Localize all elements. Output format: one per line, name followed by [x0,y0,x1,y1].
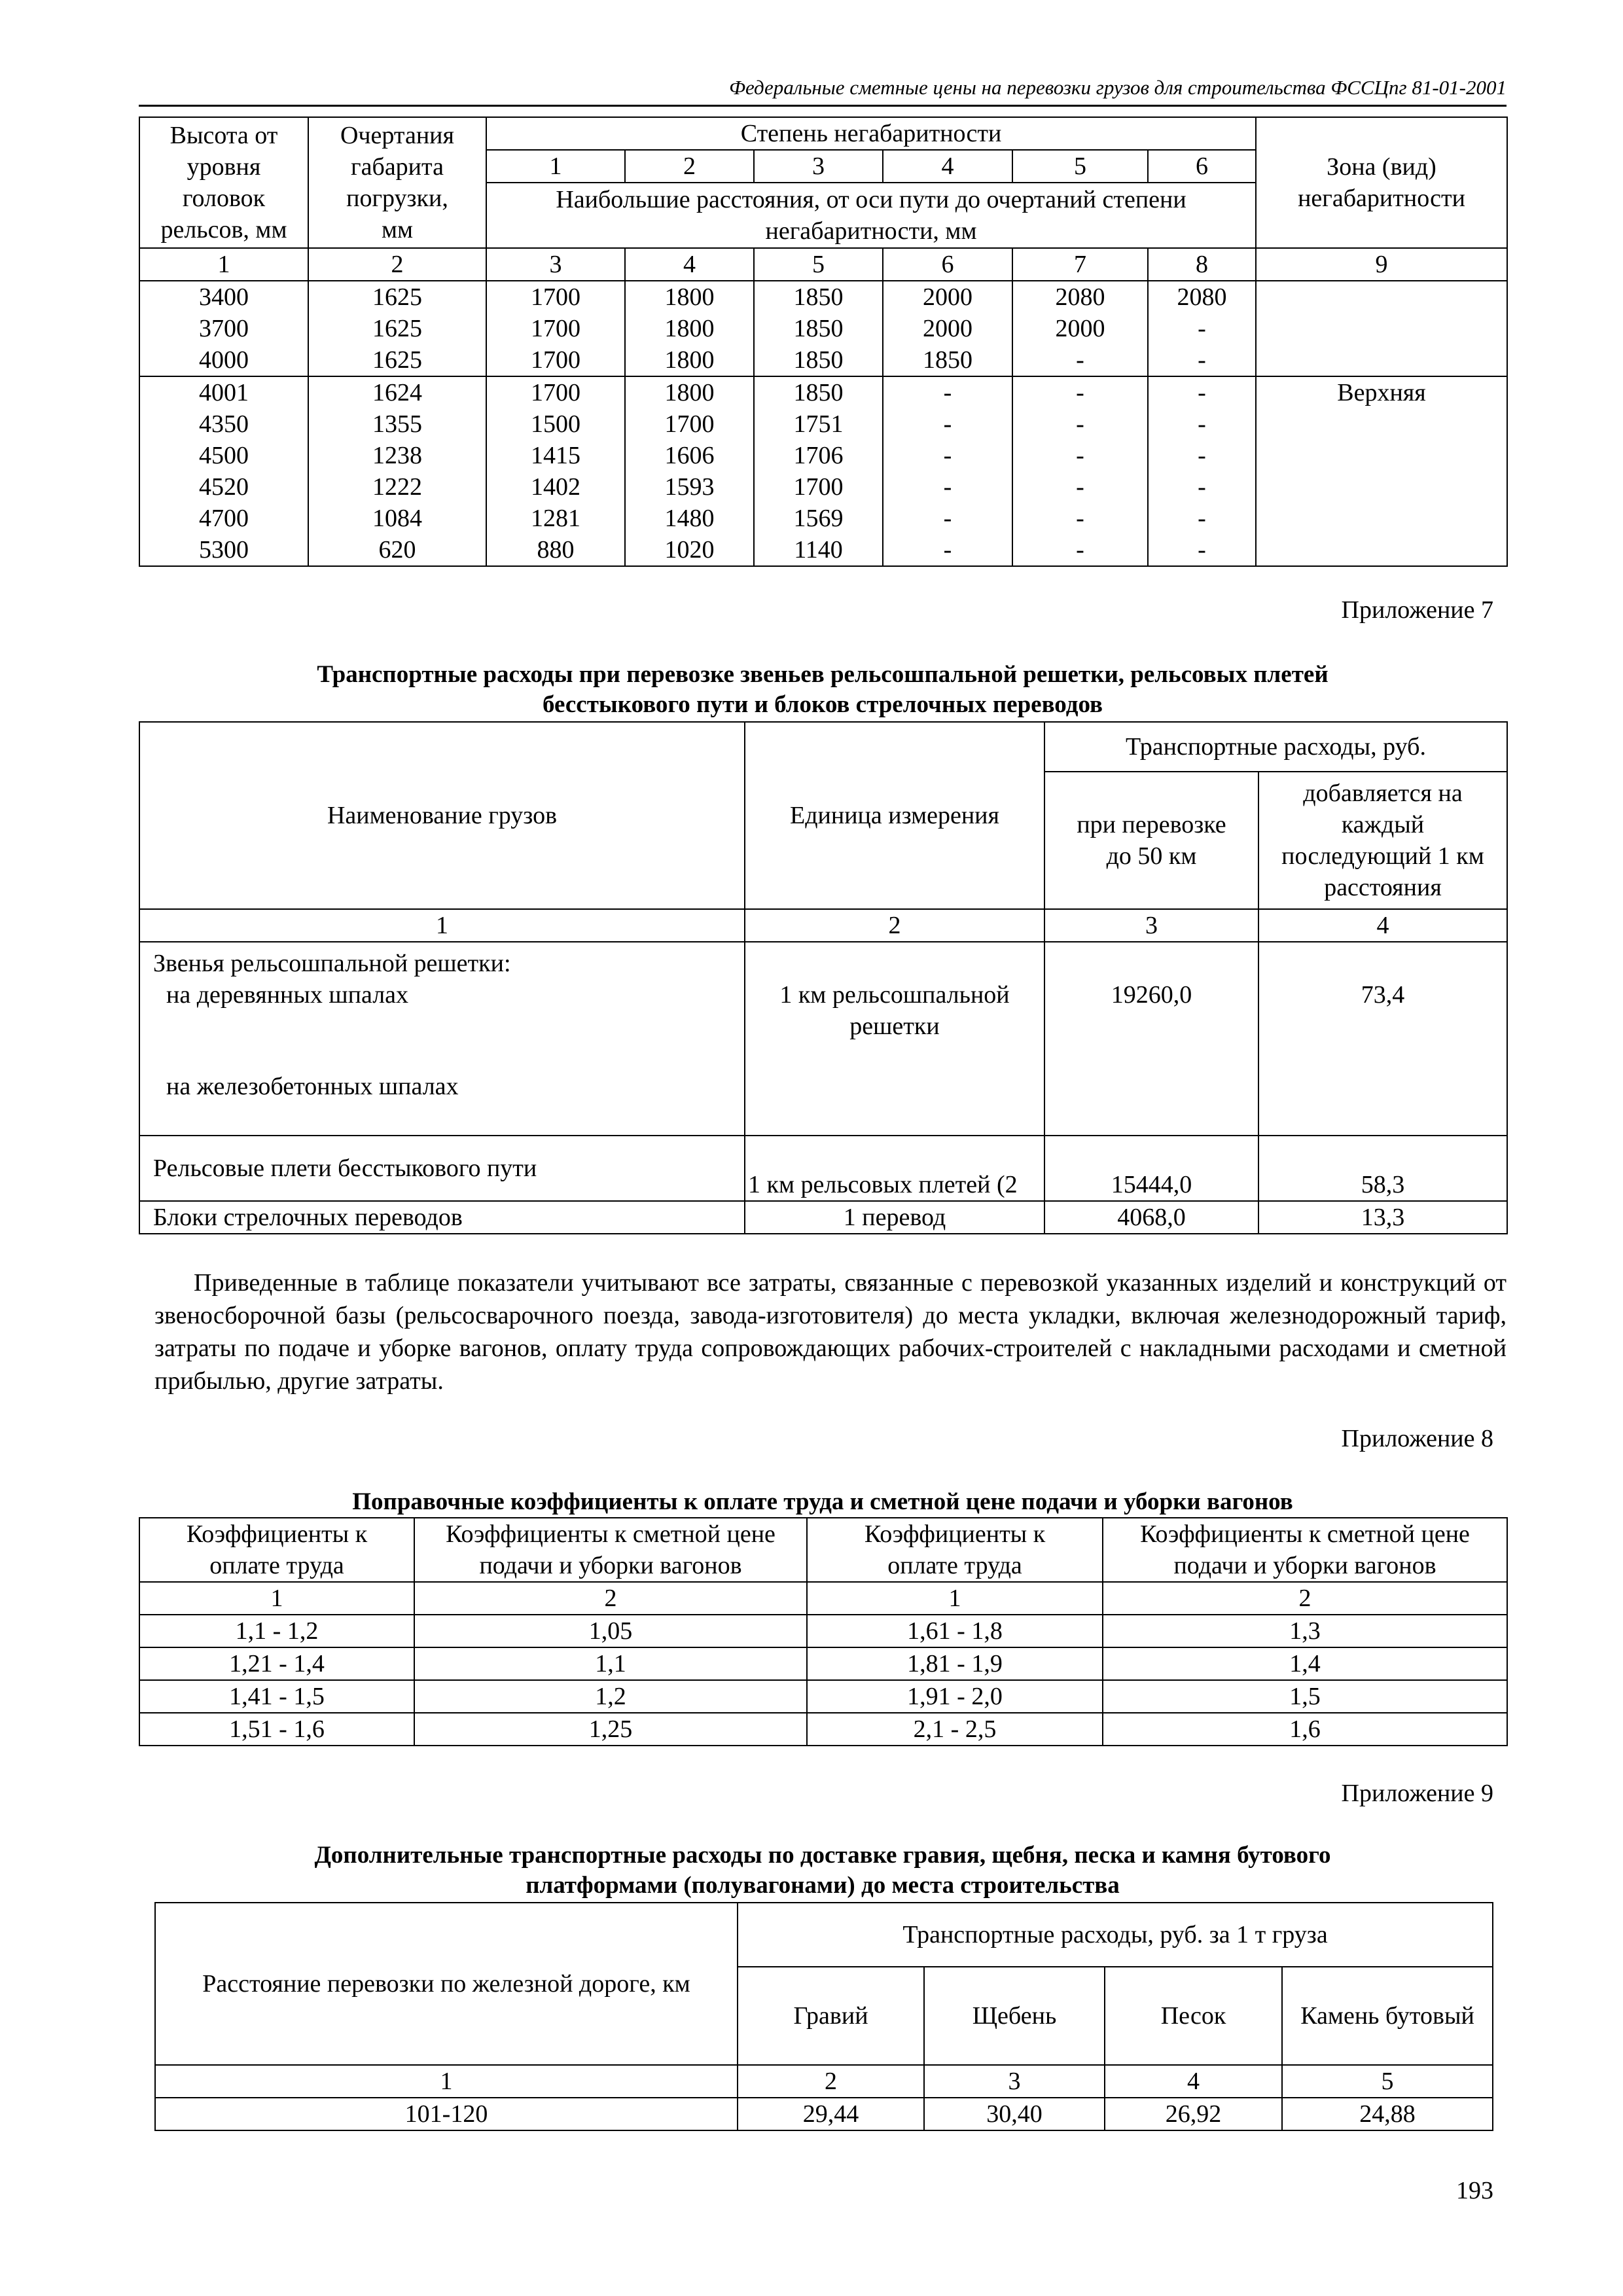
table-cell: 1593 [625,471,754,503]
table-cell: - [883,534,1012,566]
additional-transport-costs-table [154,1902,1493,2131]
row-cost: 15444,0 [1044,1136,1258,1201]
appendix-7-title: Транспортные расходы при перевозке звеньев рельсошпальной решетки, рельсовых плетей бесстыкового пути и блоков стрелочных переводов [317,661,1329,718]
table-cell: 1700 [486,376,625,408]
col-number: 1 [807,1582,1103,1615]
table-cell: 4350 [139,408,308,440]
row-unit: 1 км рельсовых плетей (2 [745,1136,1044,1201]
table-cell: 1625 [308,281,486,313]
table-cell: 620 [308,534,486,566]
table-cell: 2000 [1012,313,1148,344]
col-number: 4 [625,248,754,281]
transport-costs-header: Транспортные расходы, руб. [1044,722,1507,772]
appendix-9-title: Дополнительные транспортные расходы по доставке гравия, щебня, песка и камня бутового платформами (полувагонами) до места строительства [314,1842,1331,1899]
material-header: Гравий [738,1967,924,2065]
table-cell: - [1148,376,1256,408]
table-cell: - [883,503,1012,534]
table-cell: 1,3 [1103,1615,1507,1647]
table-cell: - [883,408,1012,440]
distance-subheader: Наибольшие расстояния, от оси пути до очертаний степени негабаритности, мм [486,183,1256,248]
table-row [139,376,1507,408]
table-cell: - [1148,313,1256,344]
table-row [139,1615,1507,1647]
table-row [139,281,1507,313]
coef-header: Коэффициенты к оплате труда [807,1518,1103,1582]
coef-header: Коэффициенты к сметной цене подачи и уборки вагонов [1103,1518,1507,1582]
coef-header: Коэффициенты к оплате труда [139,1518,414,1582]
material-header: Щебень [924,1967,1105,2065]
col-number: 7 [1012,248,1148,281]
col-number: 2 [745,909,1044,942]
table-cell: - [1012,440,1148,471]
col-number: 2 [414,1582,807,1615]
table-cell: 30,40 [924,2098,1105,2130]
zone-header: Зона (вид) негабаритности [1256,117,1507,248]
table-cell: 1625 [308,313,486,344]
table-cell: 1281 [486,503,625,534]
table-cell: 1850 [754,281,883,313]
table-cell: 4700 [139,503,308,534]
table-cell: 1569 [754,503,883,534]
table-cell: 101-120 [155,2098,738,2130]
col-number: 5 [1282,2065,1493,2098]
col-height-header: Высота от уровня головок рельсов, мм [139,117,308,248]
appendix-9-label: Приложение 9 [1341,1780,1493,1807]
appendix-8-title: Поправочные коэффициенты к оплате труда и сметной цене подачи и уборки вагонов [352,1488,1293,1515]
table-cell: 1706 [754,440,883,471]
col-number: 1 [139,1582,414,1615]
per-km-header: добавляется на каждый последующий 1 км расстояния [1258,772,1507,909]
table-cell: - [1148,344,1256,376]
col-number: 2 [738,2065,924,2098]
col-number: 1 [139,909,745,942]
paragraph-text: Приведенные в таблице показатели учитывают все затраты, связанные с перевозкой указанных изделий и конструкций от звеносборочной базы (рельсосварочного поезда, завода-изготовителя) до места укладки, включая железнодорожный тариф, затраты по подаче и уборке вагонов, оплату труда сопровождающих рабочих-строителей с накладными расходами и сметной прибылью, другие затраты. [154,1269,1507,1395]
row-add: 73,4 [1258,942,1507,1136]
table-cell: 2000 [883,281,1012,313]
running-header: Федеральные сметные цены на перевозки грузов для строительства ФССЦпг 81-01-2001 [139,71,1507,107]
table-cell: 1850 [754,376,883,408]
table-cell: 3700 [139,313,308,344]
table-cell: - [883,376,1012,408]
table-cell: 4001 [139,376,308,408]
col-number: 8 [1148,248,1256,281]
distance-header: Расстояние перевозки по железной дороге, км [155,1903,738,2065]
table-cell: 1,51 - 1,6 [139,1713,414,1746]
table-cell: 1,1 [414,1647,807,1680]
table-cell: 1402 [486,471,625,503]
col-number: 5 [754,248,883,281]
table-row [155,2098,1493,2130]
table-cell: 1238 [308,440,486,471]
col-number: 6 [883,248,1012,281]
table-cell: 1850 [754,344,883,376]
table-cell: 1700 [486,344,625,376]
table-cell: 1,25 [414,1713,807,1746]
table-cell: 1,2 [414,1680,807,1713]
table-cell: 2000 [883,313,1012,344]
page-number: 193 [1456,2177,1493,2204]
correction-coefficients-table [139,1517,1508,1746]
col-number: 9 [1256,248,1507,281]
table-cell: - [1012,471,1148,503]
unit-header: Единица измерения [745,722,1044,909]
zone-cell-empty [1256,281,1507,376]
table-cell: 1500 [486,408,625,440]
table-cell: 1850 [883,344,1012,376]
table-cell: 1700 [625,408,754,440]
table-cell: 1800 [625,376,754,408]
table-cell: 1,6 [1103,1713,1507,1746]
col-outline-header: Очертания габарита погрузки, мм [308,117,486,248]
row-add: 13,3 [1258,1201,1507,1234]
zone-value: Верхняя [1256,376,1507,566]
degree-number: 2 [625,150,754,183]
table-cell: 26,92 [1105,2098,1282,2130]
table-cell: 4500 [139,440,308,471]
table-cell: 1,4 [1103,1647,1507,1680]
row-add: 58,3 [1258,1136,1507,1201]
table-cell: - [1012,534,1148,566]
col-number: 1 [139,248,308,281]
col-number: 3 [1044,909,1258,942]
table-cell: - [1148,408,1256,440]
table-cell: 1850 [754,313,883,344]
degree-number: 1 [486,150,625,183]
table-row [139,1680,1507,1713]
table-cell: 1084 [308,503,486,534]
table-cell: 5300 [139,534,308,566]
table-cell: 1800 [625,313,754,344]
table-cell: 1480 [625,503,754,534]
coef-header: Коэффициенты к сметной цене подачи и уборки вагонов [414,1518,807,1582]
table-cell: 4520 [139,471,308,503]
row-sub-wooden: на деревянных шпалах [166,981,409,1009]
table-cell: - [1148,534,1256,566]
table-cell: 2080 [1148,281,1256,313]
degree-group-header: Степень негабаритности [486,117,1256,150]
col-number: 4 [1105,2065,1282,2098]
table-cell: 1606 [625,440,754,471]
table-cell: - [1012,376,1148,408]
costs-header: Транспортные расходы, руб. за 1 т груза [738,1903,1493,1967]
table-cell: 1700 [486,313,625,344]
table-cell: 1222 [308,471,486,503]
row-unit: 1 км рельсошпальной решетки [745,942,1044,1136]
appendix-8-label: Приложение 8 [1341,1425,1493,1452]
row-unit: 1 перевод [745,1201,1044,1234]
table-cell: 1624 [308,376,486,408]
table-row-rail-strings: Рельсовые плети бесстыкового пути [139,1136,745,1201]
table-cell: - [883,471,1012,503]
col-number: 4 [1258,909,1507,942]
table-cell: 1,1 - 1,2 [139,1615,414,1647]
table-cell: 4000 [139,344,308,376]
table-cell: 1415 [486,440,625,471]
table-cell: - [1148,503,1256,534]
table-cell: 1,41 - 1,5 [139,1680,414,1713]
col-number: 3 [486,248,625,281]
col-number: 3 [924,2065,1105,2098]
table-cell: - [1148,440,1256,471]
table-row [139,1713,1507,1746]
table-cell: 1020 [625,534,754,566]
row-cost: 19260,0 [1044,942,1258,1136]
table-cell: - [1148,471,1256,503]
appendix-7-label: Приложение 7 [1341,596,1493,624]
table-cell: 1355 [308,408,486,440]
table-cell: 2080 [1012,281,1148,313]
col-number: 1 [155,2065,738,2098]
table-cell: - [1012,344,1148,376]
degree-number: 5 [1012,150,1148,183]
table-cell: 1800 [625,344,754,376]
degree-number: 6 [1148,150,1256,183]
table-cell: 1,05 [414,1615,807,1647]
degree-number: 4 [883,150,1012,183]
table-cell: 1800 [625,281,754,313]
table-row-switch-blocks: Блоки стрелочных переводов [139,1201,745,1234]
table-cell: 1,21 - 1,4 [139,1647,414,1680]
table-cell: 1,61 - 1,8 [807,1615,1103,1647]
table-row [139,1647,1507,1680]
cargo-name-header: Наименование грузов [139,722,745,909]
clearance-table [139,117,1508,567]
table-cell: 3400 [139,281,308,313]
degree-number: 3 [754,150,883,183]
table-cell: 1,81 - 1,9 [807,1647,1103,1680]
table-cell: 880 [486,534,625,566]
table-cell: 29,44 [738,2098,924,2130]
material-header: Камень бутовый [1282,1967,1493,2065]
explanatory-paragraph [154,1266,1507,1397]
upto-50km-header: при перевозке до 50 км [1044,772,1258,909]
table-cell: 1700 [486,281,625,313]
table-cell: 1751 [754,408,883,440]
row-sub-concrete: на железобетонных шпалах [166,1073,459,1100]
table-cell: 1,91 - 2,0 [807,1680,1103,1713]
table-cell: - [1012,408,1148,440]
table-cell: 1700 [754,471,883,503]
table-cell: - [1012,503,1148,534]
transport-costs-table [139,721,1508,1234]
row-name: Звенья рельсошпальной решетки: [153,950,511,977]
table-row-rail-panels [139,942,745,1136]
row-cost: 4068,0 [1044,1201,1258,1234]
col-number: 2 [1103,1582,1507,1615]
table-cell: - [883,440,1012,471]
col-number: 2 [308,248,486,281]
table-cell: 1,5 [1103,1680,1507,1713]
table-cell: 1625 [308,344,486,376]
table-cell: 24,88 [1282,2098,1493,2130]
material-header: Песок [1105,1967,1282,2065]
table-cell: 1140 [754,534,883,566]
table-cell: 2,1 - 2,5 [807,1713,1103,1746]
